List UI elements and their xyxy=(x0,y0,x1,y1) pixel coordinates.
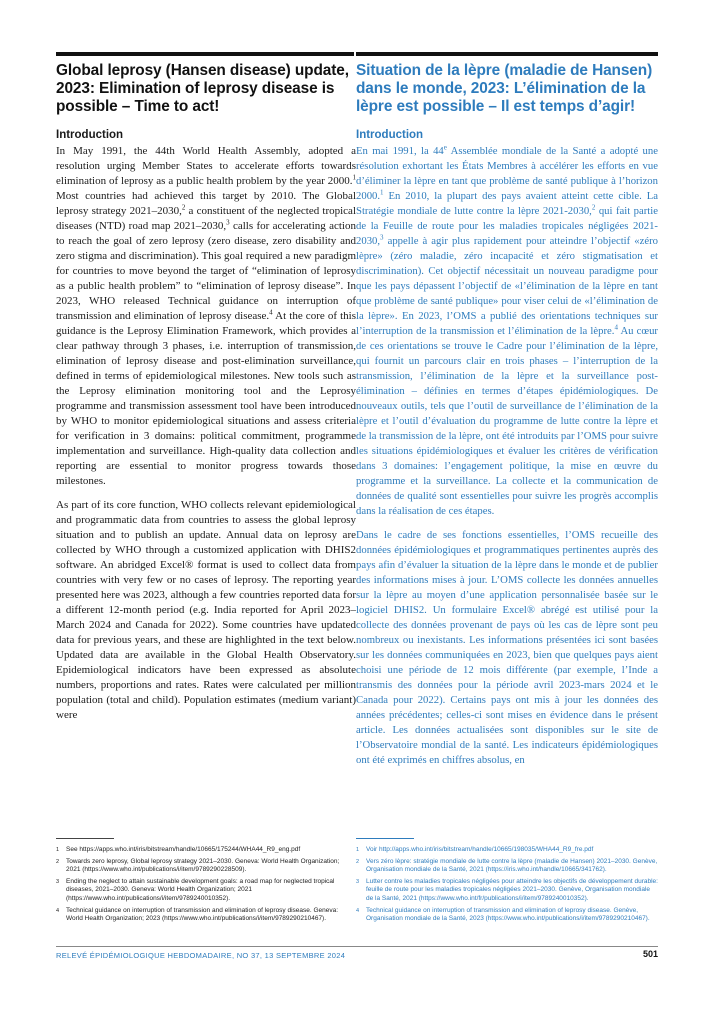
footnote: 3 Ending the neglect to attain sustainable development goals: a road map for neglected tropical diseases, 2021–2030. Geneva: World Health Organization; 2021 (https://www.who.int/publications/i/item/9789240010352). xyxy=(56,877,335,902)
footnote: 3 Lutter contre les maladies tropicales négligées pour atteindre les objectifs de développement durable: feuille de route pour les maladies tropicales négligées 2021–2030. Genève, Organisation mondiale de la Santé, 2021 (https://www.who.int/fr/publications/i/item/9789240010352). xyxy=(356,877,658,902)
title-rule-en xyxy=(56,52,354,56)
footnote: 2 Vers zéro lèpre: stratégie mondiale de lutte contre la lèpre (maladie de Hansen) 2021–2030. Genève, Organisation mondiale de la Santé, 2021 (https://iris.who.int/handle/10665/341762). xyxy=(356,857,658,874)
article-title-en: Global leprosy (Hansen disease) update, 2023: Elimination of leprosy disease is possible – Time to act! xyxy=(56,62,349,115)
page-number: 501 xyxy=(642,949,658,959)
english-column xyxy=(56,62,356,732)
paragraph-2-en: As part of its core function, WHO collects relevant epidemiological and programmatic data from countries to assess the global leprosy situation and to publish an update. Annual data on leprosy are collected by WHO through a customized application with DHIS2 software. An abridged Excel® format is used to collect data from countries with very few or no cases of leprosy. The reporting year presented here was 2023, although a few countries reported data for a different 12-month period (e.g. India reported for April 2023–March 2024 and Canada for 2022). Some countries have updated data for previous years, and these are highlighted in the text below. Updated data are available in the Global Health Observatory. Epidemiological indicators have been expressed as absolute numbers, proportions and rates. Rates were calculated per million population (total and child). Population estimates (medium variant) were xyxy=(56,499,356,721)
footnote-rule-fr xyxy=(356,838,414,839)
footnote: 4 Technical guidance on interruption of transmission and elimination of leprosy disease. Geneva: World Health Organization; 2023 (https://www.who.int/publications/i/item/9789290210467). xyxy=(56,906,339,923)
footnote: 4 Technical guidance on interruption of transmission and elimination of leprosy disease. Genève, Organisation mondiale de la Santé, 2023 (https://www.who.int/publications/i/item/9789290210467). xyxy=(356,906,650,923)
footer-rule xyxy=(56,946,658,947)
paragraph-2-fr: Dans le cadre de ses fonctions essentielles, l’OMS recueille des données épidémiologiques et programmatiques pertinentes auprès des pays afin d’évaluer la situation de la lèpre dans le monde et de publier des informations mises à jour. L’OMS collecte les données annuelles sur la lèpre au moyen d’une application personnalisée basée sur le logiciel DHIS2. Un formulaire Excel® abrégé est utilisé pour la collecte des données provenant de pays où les cas de lèpre sont peu nombreux ou inexistants. Les informations présentées ici sont basées sur les données communiquées en 2023, bien que quelques pays aient choisi une période de 12 mois différente (par exemple, l’Inde a transmis des données pour la période avril 2023-mars 2024 et le Canada pour 2022). Certains pays ont mis à jour les données des années précédentes; celles-ci sont mises en évidence dans le présent article. Les données actualisées sont disponibles sur le site de l’Observatoire mondial de la santé. Les indicateurs épidémiologiques ont été exprimés en chiffres absolus, en xyxy=(356,529,658,766)
paragraph-1-en: In May 1991, the 44th World Health Assembly, adopted a resolution urging Member States to accelerate efforts towards elimination of leprosy as a public health problem by the year 2000.$^1$ Most countries had achieved this target by 2010. The Global leprosy strategy 2021–2030,$^2$ a constituent of the neglected tropical diseases (NTD) road map 2021–2030,$^3$ calls for accelerating action to reach the goal of zero leprosy (zero disease, zero disability and zero stigma and discrimination). This goal required a new paradigm for countries to move beyond the target of “elimination of leprosy as a public health problem” to “elimination of leprosy disease”. In 2023, WHO released Technical guidance on interruption of transmission and elimination of leprosy disease.$^4$ At the core of this guidance is the Leprosy Elimination Framework, which provides a clear pathway through 3 phases, i.e. interruption of transmission, elimination of leprosy disease and post-elimination surveillance, defined in terms of epidemiological milestones. New tools such as the Leprosy elimination monitoring tool and the Leprosy programme and transmission assessment tool have been introduced by WHO to monitor epidemiological situations and assess criteria for verification in 3 domains: political commitment, programme implementation and surveillance. High-quality data collection and reporting are essential to monitor progress towards those milestones. xyxy=(56,145,356,487)
section-heading-fr: Introduction xyxy=(356,129,424,141)
journal-footer: RELEVÉ ÉPIDÉMIOLOGIQUE HEBDOMADAIRE, NO 37, 13 SEPTEMBRE 2024 xyxy=(56,951,346,960)
footnote-rule-en xyxy=(56,838,114,839)
footnote: 1 Voir http://apps.who.int/iris/bitstream/handle/10665/198035/WHA44_R9_fre.pdf xyxy=(356,846,594,853)
footnotes-en xyxy=(56,846,354,927)
french-column xyxy=(356,62,658,777)
article-title-fr: Situation de la lèpre (maladie de Hansen) dans le monde, 2023: L’élimination de la lèpre est possible – Il est temps d’agir! xyxy=(356,62,653,115)
paragraph-1-fr: En mai 1991, la 44e Assemblée mondiale de la Santé a adopté une résolution exhortant les États Membres à accélérer les efforts en vue d’éliminer la lèpre en tant que problème de santé publique à l’horizon 2000.$^1$ En 2010, la plupart des pays avaient atteint cette cible. La Stratégie mondiale de lutte contre la lèpre 2021-2030,$^2$ qui fait partie de la Feuille de route pour les maladies tropicales négligées 2021-2030,$^3$ appelle à agir plus rapidement pour atteindre l’objectif «zéro lèpre» (zéro maladie, zéro incapacité et zéro stigmatisation et discrimination). Cet objectif nécessitait un nouveau paradigme pour que les pays dépassent l’objectif de «l’élimination de la lèpre en tant que problème de santé publique» pour viser celui de «l’élimination de la lèpre». En 2023, l’OMS a publié des orientations techniques sur l’interruption de la transmission et l’élimination de la lèpre.$^4$ Au cœur de ces orientations se trouve le Cadre pour l’élimination de la lèpre, qui fournit un parcours clair en trois phases – l’interruption de la transmission, l’élimination de la lèpre et la surveillance post-élimination – définies en termes d’étapes épidémiologiques. De nouveaux outils, tels que l’outil de surveillance de l’élimination de la lèpre et l’outil d’évaluation du programme de lutte contre la lèpre et de la transmission de la lèpre, ont été introduits par l’OMS pour suivre les situations épidémiologiques et évaluer les critères de vérification dans 3 domaines: l’engagement politique, la mise en œuvre du programme et la surveillance. La collecte et la communication de données de qualité sont essentielles pour suivre les progrès accomplis dans la réalisation de ces étapes. xyxy=(356,143,658,517)
footnote: 1 See https://apps.who.int/iris/bitstream/handle/10665/175244/WHA44_R9_eng.pdf xyxy=(56,846,301,853)
footnotes-fr xyxy=(356,846,658,927)
title-rule-fr xyxy=(356,52,658,56)
section-heading-en: Introduction xyxy=(56,129,124,141)
footnote: 2 Towards zero leprosy, Global leprosy strategy 2021–2030. Geneva: World Health Organization; 2021 (https://www.who.int/publications/i/item/9789290228509). xyxy=(56,857,340,874)
